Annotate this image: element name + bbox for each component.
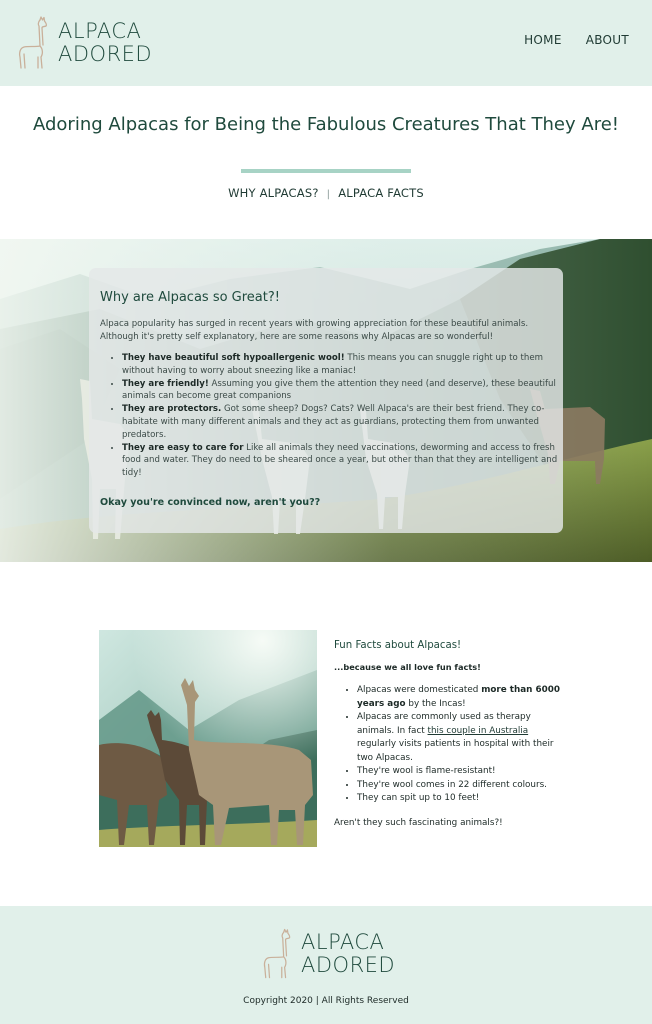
reason-title: They are friendly! xyxy=(122,378,209,389)
reason-text: This means you can snuggle right up to them without having to worry about sneezing like a maniac! xyxy=(122,353,543,376)
list-item: • They can spit up to 10 feet! xyxy=(357,792,566,806)
logo-line-1: ALPACA xyxy=(58,19,142,43)
subnav-separator: | xyxy=(326,189,331,200)
fact-text: regularly visits patients in hospital with their two Alpacas. xyxy=(357,739,554,763)
section-nav xyxy=(0,186,652,200)
alpaca-logo-icon xyxy=(261,928,295,980)
fun-facts-subheading: ...because we all love fun facts! xyxy=(334,662,481,672)
copyright-text: Copyright 2020 | All Rights Reserved xyxy=(243,996,409,1006)
why-alpacas-outro: Okay you're convinced now, aren't you?? xyxy=(100,497,321,508)
list-item: • They're wool comes in 22 different colours. xyxy=(357,779,566,793)
fun-facts-heading: Fun Facts about Alpacas! xyxy=(334,640,462,651)
logo-text xyxy=(58,20,152,66)
why-alpacas-intro: Alpaca popularity has surged in recent years with growing appreciation for these beautiful animals. Although it's pretty self explanatory, here are some reasons why Alpacas are so wonderful! xyxy=(100,319,529,342)
fun-facts-section xyxy=(334,640,566,828)
why-alpacas-link[interactable]: WHY ALPACAS? xyxy=(228,186,319,200)
list-item xyxy=(357,684,566,711)
fact-text: Alpacas are commonly used as therapy animals. In fact xyxy=(357,712,531,736)
logo-line-2: ADORED xyxy=(301,953,396,977)
fact-bold: more than 6000 years ago xyxy=(357,685,560,709)
list-item: • They're wool is flame-resistant! xyxy=(357,765,566,779)
facts-list xyxy=(334,684,566,806)
list-item xyxy=(122,442,572,480)
list-item xyxy=(357,711,566,765)
fact-text: Alpacas were domesticated xyxy=(357,685,482,695)
main-nav xyxy=(524,33,629,47)
alpacas-photo xyxy=(99,630,317,847)
alpacas-image xyxy=(99,630,317,847)
logo-line-2: ADORED xyxy=(58,42,153,66)
list-item xyxy=(122,378,572,404)
why-alpacas-card xyxy=(89,268,563,533)
australia-couple-link[interactable]: this couple in Australia xyxy=(427,725,529,736)
site-header xyxy=(0,0,652,86)
reason-title: They are easy to care for xyxy=(122,442,244,453)
reason-text: Got some sheep? Dogs? Cats? Well Alpaca's are their best friend. They co-habitate with many different animals and they act as guardians, protecting them from unwanted predators. xyxy=(122,404,545,440)
reason-title: They are protectors. xyxy=(122,404,222,415)
reason-text: Assuming you give them the attention they need (and deserve), these beautiful animals can become great companions xyxy=(122,378,556,402)
logo-line-1: ALPACA xyxy=(301,930,385,954)
site-logo[interactable] xyxy=(16,16,152,70)
list-item xyxy=(122,352,572,378)
fun-facts-closing: Aren't they such fascinating animals?! xyxy=(334,817,503,828)
fact-text: by the Incas! xyxy=(405,698,466,709)
title-underline xyxy=(241,169,411,173)
site-footer xyxy=(0,906,652,1024)
why-alpacas-heading: Why are Alpacas so Great?! xyxy=(100,290,280,305)
footer-logo[interactable] xyxy=(261,928,395,980)
reason-title: They have beautiful soft hypoallergenic wool! xyxy=(122,353,345,363)
nav-home-link[interactable]: HOME xyxy=(524,33,562,47)
reasons-list xyxy=(100,352,572,480)
reason-text: Like all animals they need vaccinations, deworming and access to fresh food and water. They do need to be sheared once a year, but other than that they are intelligent and tidy! xyxy=(122,442,558,479)
footer-logo-text xyxy=(301,931,395,977)
page-title: Adoring Alpacas for Being the Fabulous Creatures That They Are! xyxy=(33,114,619,135)
list-item xyxy=(122,403,572,441)
alpaca-facts-link[interactable]: ALPACA FACTS xyxy=(338,186,424,200)
alpaca-logo-icon xyxy=(16,16,52,70)
nav-about-link[interactable]: ABOUT xyxy=(585,33,629,47)
